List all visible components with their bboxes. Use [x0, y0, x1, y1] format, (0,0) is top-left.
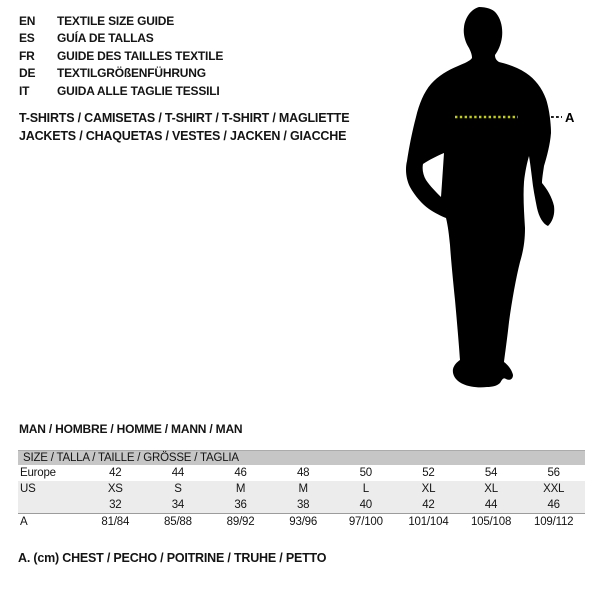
- size-table-header: SIZE / TALLA / TAILLE / GRÖSSE / TAGLIA: [18, 450, 585, 465]
- table-cell: 48: [296, 467, 310, 479]
- table-cell: 50: [359, 467, 373, 479]
- language-title: GUÍA DE TALLAS: [57, 31, 154, 46]
- table-cell: 85/88: [164, 516, 192, 528]
- man-silhouette: [406, 7, 554, 387]
- table-row-europe: [18, 465, 585, 481]
- measurement-a-label: A: [565, 110, 575, 125]
- category-line-jackets: JACKETS / CHAQUETAS / VESTES / JACKEN / GIACCHE: [19, 129, 347, 143]
- language-title: GUIDE DES TAILLES TEXTILE: [57, 48, 224, 63]
- language-row-it: [19, 83, 223, 100]
- table-cell: XL: [484, 483, 498, 495]
- language-row-es: [19, 30, 223, 47]
- table-row-chest-a: [18, 513, 585, 530]
- language-title: TEXTILE SIZE GUIDE: [57, 14, 175, 28]
- category-lines: [19, 109, 349, 145]
- table-cell: 54: [484, 467, 498, 479]
- language-code: ES: [19, 31, 35, 46]
- table-cell: 101/104: [408, 516, 449, 528]
- row-label: Europe: [20, 467, 56, 479]
- table-cell: 44: [171, 467, 185, 479]
- table-cell: S: [174, 483, 182, 495]
- language-title: GUIDA ALLE TAGLIE TESSILI: [57, 83, 220, 98]
- table-cell: 52: [422, 467, 435, 479]
- table-cell: XXL: [543, 483, 565, 495]
- table-cell: M: [298, 483, 308, 495]
- language-code: DE: [19, 66, 36, 81]
- table-row-us: [18, 481, 585, 497]
- table-cell: M: [235, 483, 246, 495]
- table-cell: 44: [484, 499, 498, 511]
- section-heading-man: MAN / HOMBRE / HOMME / MANN / MAN: [19, 422, 243, 436]
- table-cell: 97/100: [348, 516, 383, 528]
- row-label: [18, 497, 84, 513]
- man-silhouette-svg: [395, 0, 580, 396]
- language-title: TEXTILGRÖßENFÜHRUNG: [57, 66, 206, 81]
- table-cell: 109/112: [534, 516, 574, 528]
- table-cell: 81/84: [101, 516, 130, 528]
- table-cell: 56: [547, 467, 560, 479]
- table-cell: 42: [109, 467, 122, 479]
- table-cell: 40: [359, 499, 373, 511]
- table-cell: 42: [422, 499, 435, 511]
- language-code: EN: [19, 14, 36, 28]
- table-cell: 38: [296, 499, 310, 511]
- category-line-tshirts: T-SHIRTS / CAMISETAS / T-SHIRT / T-SHIRT / MAGLIETTE: [19, 111, 350, 125]
- language-row-en: [19, 13, 223, 30]
- table-row-us-numeric: [18, 497, 585, 513]
- table-cell: L: [362, 483, 369, 495]
- language-row-de: [19, 65, 223, 82]
- table-cell: 105/108: [470, 516, 512, 528]
- language-code: FR: [19, 48, 35, 63]
- language-code: IT: [19, 83, 30, 98]
- table-cell: 46: [234, 467, 247, 479]
- man-figure: [395, 0, 580, 396]
- table-cell: XL: [421, 483, 436, 495]
- measurement-footnote: A. (cm) CHEST / PECHO / POITRINE / TRUHE / PETTO: [18, 551, 327, 565]
- table-cell: 89/92: [226, 516, 255, 528]
- table-cell: XS: [107, 483, 123, 495]
- row-label: US: [20, 483, 36, 495]
- language-list: [19, 13, 223, 100]
- table-cell: 34: [171, 499, 185, 511]
- table-cell: 46: [547, 499, 560, 511]
- language-row-fr: [19, 48, 223, 65]
- table-cell: 93/96: [289, 516, 318, 528]
- table-cell: 36: [234, 499, 247, 511]
- size-table: [18, 450, 585, 530]
- table-cell: 32: [109, 499, 122, 511]
- row-label: A: [20, 516, 28, 528]
